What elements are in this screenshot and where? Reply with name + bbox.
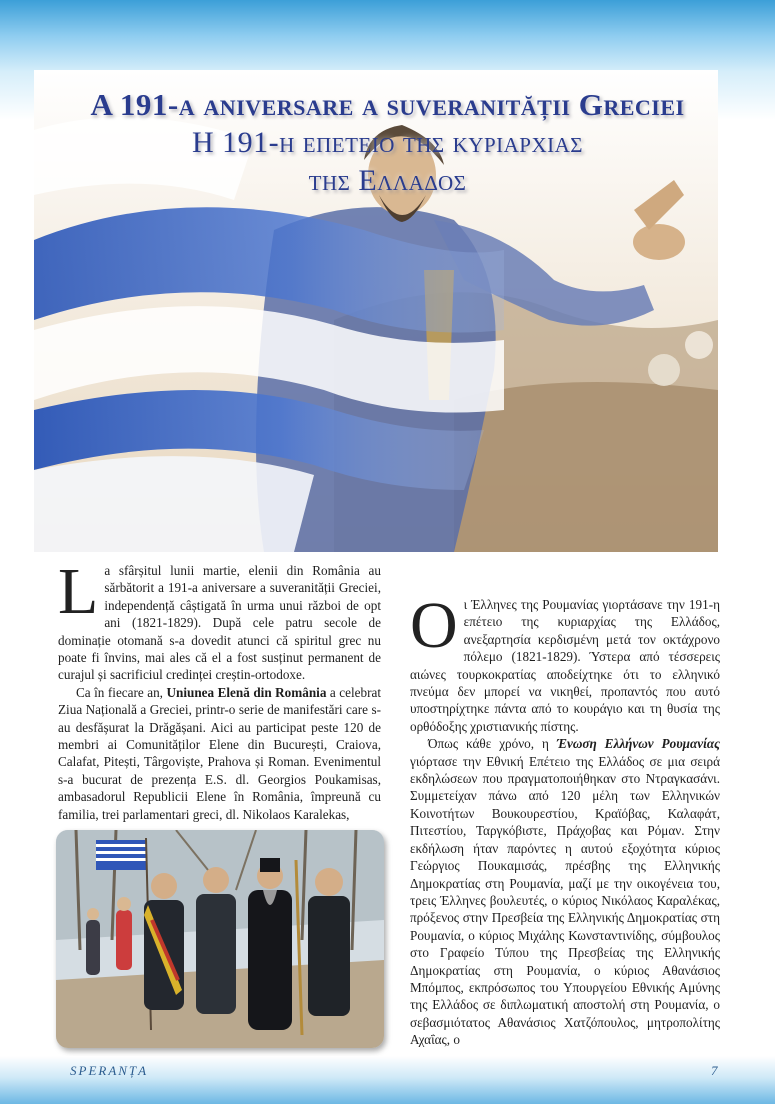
greek-org-name: Ένωση Ελλήνων Ρουμανίας (556, 736, 720, 752)
magazine-name: SPERANȚA (70, 1063, 149, 1078)
romanian-paragraph-2 (58, 684, 381, 823)
greek-paragraph-1 (410, 589, 720, 735)
event-photo (56, 830, 384, 1048)
romanian-org-name: Uniunea Elenă din România (166, 684, 327, 700)
romanian-p2-post: a celebrat Ziua Națională a Greciei, printr-o serie de manifestări care s-au desfășurat la Drăgășani. Aici au participat peste 120 de membri ai Comunităților Elene din București, Craiova, Calafat, Pitești, Târgoviște, Prahova și Roman. Evenimentul s-a bucurat de prezența E.S. dl. Georgios Poukamisas, ambasadorul Republicii Elene în România, împreună cu familia, trei parlamentari greci, dl. Nikolaos Karalekas, (58, 684, 381, 822)
title-greek-line1: Η 191-η επετειο της κυριαρχιας (191, 126, 584, 159)
greek-dropcap: Ο (410, 589, 458, 662)
greek-column (410, 589, 720, 1049)
title-greek-line2: της Ελλαδος (308, 164, 467, 197)
greek-paragraph-2 (410, 735, 720, 1048)
greek-p2-post: γιόρτασε την Εθνική Επέτειο της Ελλάδος σε μια σειρά εκδηλώσεων που πραγματοποιήθηκαν στο Ντραγκασάνι. Συμμετείχαν πάνω από 120 μέλη των Ελληνικών Κοινοτήτων Βουκουρεστίου, Κραϊόβας, Καλαφάτ, Πιτεστίου, Ταργκόβιστε, Πράχοβας και Ρόμαν. Στην εκδήλωση ήταν παρόντες η αυτού εξοχότητα κύριος Γεώργιος Πουκαμισάς, πρέσβης της Ελληνικής Δημοκρατίας στη Ρουμανία, μαζί με την οικογένεια του, τρεις Έλληνες βουλευτές, ο κύριος Νικόλαος Καραλέκας, πρόξενος στην Πρεσβεία της Ελληνικής Δημοκρατίας στη Ρουμανία, ο κύριος Μιχάλης Κωνσταντινίδης, σύμβουλος στο Γραφείο Τύπου της Πρεσβείας της Ελληνικής Δημοκρατίας στη Ρουμανία, ο κύριος Αθανάσιος Μπόμπος, εκπρόσωπος του Υπουργείου Εθνικής Αμύνης της Ελλάδος σε διπλωματική αποστολή στη Ρουμανία, ο σεβασμιότατος Αθανάσιος Χατζόπουλος, μητροπολίτης Αχαΐας, ο (410, 753, 720, 1048)
page-number: 7 (711, 1063, 718, 1078)
greek-p1-text: ι Έλληνες της Ρουμανίας γιορτάσανε την 191-η επέτειο της κυριαρχίας της Ελλάδος, ανεξαρτησία κερδισμένη μετά τον οκτάχρονο πόλεμο (1821-1829). Ύστερα από τέσσερεις αιώνες τουρκοκρατίας αποδείχτηκε ότι το ελληνικό πνεύμα δεν μπορεί να νικηθεί, προπαντός που αυτό υποστηρίχτηκε πάντα από το κουράγιο και τη θυσία της ορθόδοξης χριστιανικής πίστης. (410, 597, 720, 734)
romanian-p1-text: a sfârșitul lunii martie, elenii din România au sărbătorit a 191-a aniversare a suveranității Greciei, independență câștigată în urma unui război de opt ani (1821-1829). După cele patru secole de dominație otomană s-a dovedit atunci că spiritul grec nu poate fi învins, mai ales că el a fost susținut permanent de curajul și sacrificiul credinței creștin-ortodoxe. (58, 563, 381, 683)
romanian-paragraph-1 (58, 555, 381, 684)
greek-p2-pre: Όπως κάθε χρόνο, η (428, 736, 557, 752)
title-romanian: A 191-a aniversare a suveranității Greciei (90, 87, 685, 122)
procession-photo (56, 830, 384, 1048)
romanian-dropcap: L (58, 555, 99, 628)
romanian-column (58, 555, 381, 823)
romanian-p2-pre: Ca în fiecare an, (76, 684, 167, 700)
article-title (0, 86, 775, 200)
